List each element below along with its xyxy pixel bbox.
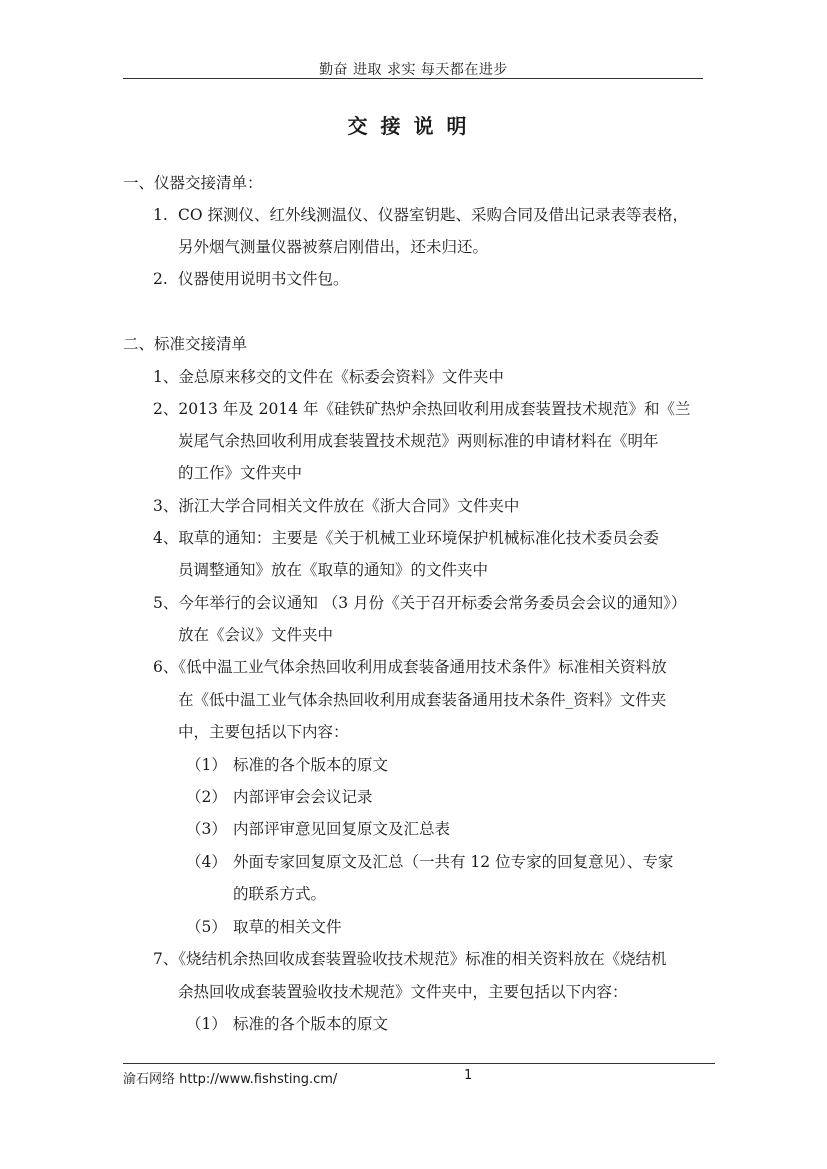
section2-item2-line3: 的工作》文件夹中 <box>178 464 303 482</box>
section2-item6-line3: 中，主要包括以下内容： <box>178 723 349 741</box>
sub-item-num: （1） <box>186 1015 227 1033</box>
sub-item-text: 标准的各个版本的原文 <box>233 756 389 774</box>
sub-item-text: 的联系方式。 <box>233 885 327 903</box>
section2-item5-line2: 放在《会议》文件夹中 <box>178 626 334 644</box>
section2-item5-line1: 5、今年举行的会议通知 （3 月份《关于召开标委会常务委员会会议的通知》） <box>153 594 687 612</box>
sub-item-text: 取草的相关文件 <box>233 918 342 936</box>
section2-item7-line2: 余热回收成套装置验收技术规范》文件夹中，主要包括以下内容： <box>178 983 628 1001</box>
sub-item-num: （1） <box>186 756 227 774</box>
sub-item-num: （3） <box>186 820 227 838</box>
header-motto: 勤奋 进取 求实 每天都在进步 <box>319 62 508 78</box>
section1-item1-line2: 另外烟气测量仪器被蔡启刚借出，还未归还。 <box>178 238 489 256</box>
section2-item2-line1: 2、2013 年及 2014 年《硅铁矿热炉余热回收利用成套装置技术规范》和《兰 <box>153 400 691 418</box>
section1-heading: 一、仪器交接清单： <box>123 174 263 192</box>
section2-heading: 二、标准交接清单 <box>123 335 248 353</box>
section1-item1-num: 1. <box>153 206 168 224</box>
section2-item2-line2: 炭尾气余热回收利用成套装置技术规范》两则标准的申请材料在《明年 <box>178 432 659 450</box>
sub-item-num: （2） <box>186 788 227 806</box>
section1-item2-num: 2. <box>153 270 168 288</box>
section2-item4-line2: 员调整通知》放在《取草的通知》的文件夹中 <box>178 561 489 579</box>
sub-item-text: 内部评审会会议记录 <box>233 788 373 806</box>
sub-item-text: 外面专家回复原文及汇总（一共有 12 位专家的回复意见）、专家 <box>233 853 674 871</box>
section2-item3: 3、浙江大学合同相关文件放在《浙大合同》文件夹中 <box>153 497 520 515</box>
sub-item-num: （5） <box>186 918 227 936</box>
page-number: 1 <box>464 1068 473 1083</box>
footer-site: 渝石网络 http://www.fishsting.cm/ <box>123 1072 338 1087</box>
header-rule <box>123 78 703 79</box>
section1-item1-line1: CO 探测仪、红外线测温仪、仪器室钥匙、采购合同及借出记录表等表格， <box>178 206 688 224</box>
section2-item6-line1: 6、《低中温工业气体余热回收利用成套装备通用技术条件》标准相关资料放 <box>153 658 667 676</box>
section2-item7-line1: 7、《烧结机余热回收成套装置验收技术规范》标准的相关资料放在《烧结机 <box>153 950 667 968</box>
section2-item1: 1、金总原来移交的文件在《标委会资料》文件夹中 <box>153 368 504 386</box>
sub-item-text: 内部评审意见回复原文及汇总表 <box>233 820 451 838</box>
page-title: 交接说明 <box>347 114 480 138</box>
sub-item-text: 标准的各个版本的原文 <box>233 1015 389 1033</box>
section1-item2-line1: 仪器使用说明书文件包。 <box>178 270 349 288</box>
footer-rule <box>123 1063 715 1064</box>
section2-item4-line1: 4、取草的通知：主要是《关于机械工业环境保护机械标准化技术委员会委 <box>153 529 659 547</box>
section2-item6-line2: 在《低中温工业气体余热回收利用成套装备通用技术条件_资料》文件夹 <box>178 691 667 709</box>
sub-item-num: （4） <box>186 853 227 871</box>
